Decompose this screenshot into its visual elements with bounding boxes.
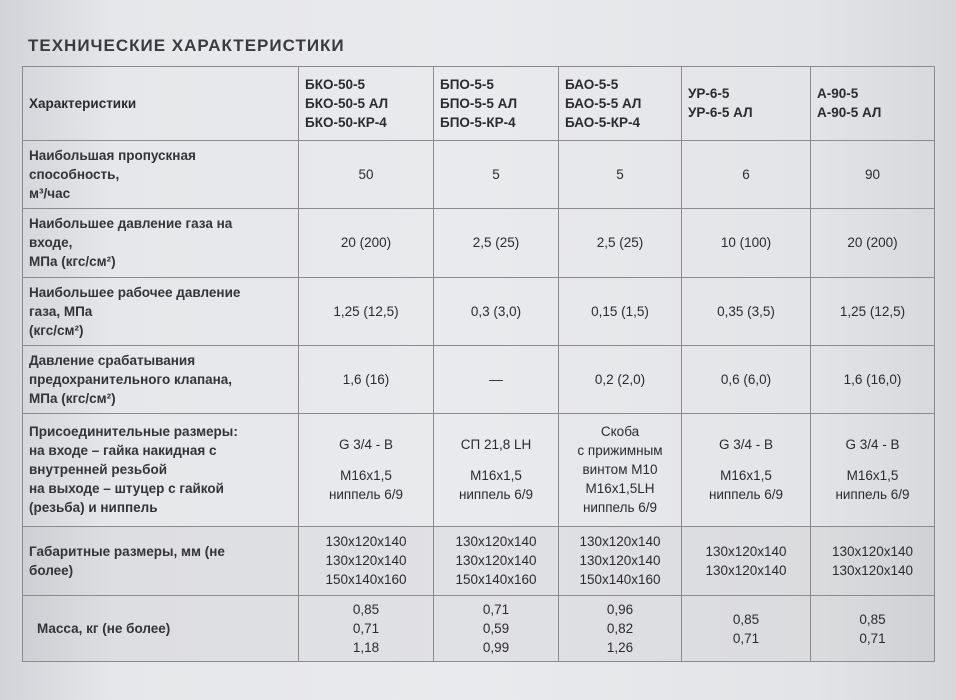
outlet-value: ниппель 6/9 [582, 500, 658, 516]
header-label: Характеристики [29, 95, 137, 111]
outlet-value: М16х1,5 [720, 468, 772, 484]
inlet-value: СП 21,8 LH [460, 437, 532, 453]
value-cell: 20 (200) [811, 208, 935, 278]
outlet-value: ниппель 6/9 [835, 487, 910, 503]
row-label: Присоединительные размеры: [29, 424, 238, 440]
row-label: Масса, кг (не более) [37, 621, 171, 637]
header-row [23, 67, 935, 141]
table-row [23, 208, 935, 278]
header-model-cell [811, 67, 935, 141]
header-model-cell [559, 67, 682, 141]
mass-value: 0,85 [352, 602, 380, 618]
row-label: м³/час [29, 185, 71, 201]
model-name: БАО-5-5 [565, 76, 619, 92]
dimensions-cell [299, 526, 434, 596]
value-cell: 0,6 (6,0) [682, 346, 811, 414]
mass-value: 0,96 [606, 602, 634, 618]
connection-cell [299, 413, 434, 526]
row-label: газа, МПа [29, 304, 93, 320]
connection-row [23, 413, 935, 526]
inlet-value: Скоба [600, 424, 640, 440]
inlet-value: с прижимным [577, 443, 663, 459]
row-label: (резьба) и ниппель [29, 500, 158, 516]
row-label-cell [23, 140, 299, 208]
value-cell: — [434, 346, 559, 414]
dimension-value: 150х140х160 [325, 572, 407, 588]
dimensions-row [23, 526, 935, 596]
model-name: А-90-5 АЛ [817, 105, 882, 121]
value-cell: 5 [559, 140, 682, 208]
model-name: УР-6-5 [688, 86, 730, 102]
row-label: входе, [29, 235, 73, 251]
value-cell: 0,15 (1,5) [559, 278, 682, 346]
row-label-cell [23, 596, 299, 662]
header-model-cell [682, 67, 811, 141]
inlet-value: G 3/4 - B [338, 437, 394, 453]
dimension-value: 130х120х140 [705, 543, 787, 559]
row-label: Наибольшее давление газа на [29, 216, 233, 232]
outlet-value: М16х1,5 [470, 468, 522, 484]
row-label: внутренней резьбой [29, 462, 168, 478]
value-cell: 90 [811, 140, 935, 208]
row-label-cell [23, 208, 299, 278]
mass-cell [299, 596, 434, 662]
mass-value: 1,18 [352, 640, 380, 656]
row-label-cell [23, 413, 299, 526]
value-cell: 1,6 (16) [299, 346, 434, 414]
row-label: (кгс/см²) [29, 323, 84, 339]
row-label: более) [29, 562, 74, 578]
model-name: БКО-50-КР-4 [305, 114, 387, 130]
value-cell: 5 [434, 140, 559, 208]
mass-row [23, 596, 935, 662]
dimension-value: 130х120х140 [325, 553, 407, 569]
value-cell: 50 [299, 140, 434, 208]
model-name: УР-6-5 АЛ [688, 105, 753, 121]
value-cell: 1,6 (16,0) [811, 346, 935, 414]
connection-cell [682, 413, 811, 526]
value-cell: 0,2 (2,0) [559, 346, 682, 414]
table-row [23, 140, 935, 208]
row-label: Габаритные размеры, мм (не [29, 543, 225, 559]
outlet-value: М16х1,5LH [585, 481, 655, 497]
outlet-value: ниппель 6/9 [708, 487, 784, 503]
mass-value: 0,71 [352, 621, 380, 637]
dimension-value: 130х120х140 [455, 553, 537, 569]
mass-value: 0,71 [732, 630, 760, 646]
dimension-value: 130х120х140 [455, 534, 537, 550]
row-label: предохранительного клапана, [29, 371, 233, 387]
mass-cell [811, 596, 935, 662]
table-row [23, 346, 935, 414]
mass-value: 1,26 [606, 640, 634, 656]
header-label-cell [23, 67, 299, 141]
row-label: МПа (кгс/см²) [29, 254, 116, 270]
model-name: БПО-5-5 [440, 76, 494, 92]
outlet-value: ниппель 6/9 [458, 487, 534, 503]
value-cell: 20 (200) [299, 208, 434, 278]
model-name: БПО-5-5 АЛ [440, 95, 518, 111]
connection-cell [811, 413, 935, 526]
header-model-cell [299, 67, 434, 141]
mass-cell [559, 596, 682, 662]
spec-table [22, 66, 935, 662]
mass-value: 0,85 [732, 611, 760, 627]
header-model-cell [434, 67, 559, 141]
value-cell: 0,35 (3,5) [682, 278, 811, 346]
dimension-value: 150х140х160 [579, 572, 661, 588]
dimension-value: 130х120х140 [831, 562, 914, 578]
row-label: способность, [29, 166, 120, 182]
value-cell: 10 (100) [682, 208, 811, 278]
connection-cell [434, 413, 559, 526]
outlet-value: М16х1,5 [846, 468, 899, 484]
dimensions-cell [811, 526, 935, 596]
model-name: БАО-5-КР-4 [565, 114, 641, 130]
outlet-value: ниппель 6/9 [328, 487, 404, 503]
mass-value: 0,71 [859, 630, 886, 646]
row-label: Наибольшее рабочее давление [29, 285, 241, 301]
table-row [23, 278, 935, 346]
dimension-value: 150х140х160 [455, 572, 537, 588]
model-name: БПО-5-КР-4 [440, 114, 516, 130]
mass-value: 0,82 [606, 621, 634, 637]
row-label-cell [23, 526, 299, 596]
value-cell: 1,25 (12,5) [299, 278, 434, 346]
model-name: БКО-50-5 АЛ [305, 95, 389, 111]
dimensions-cell [434, 526, 559, 596]
dimension-value: 130х120х140 [705, 562, 787, 578]
mass-cell [434, 596, 559, 662]
row-label: на выходе – штуцер с гайкой [29, 481, 224, 497]
row-label-cell [23, 346, 299, 414]
mass-cell [682, 596, 811, 662]
dimension-value: 130х120х140 [325, 534, 407, 550]
row-label: МПа (кгс/см²) [29, 390, 116, 406]
document-title: ТЕХНИЧЕСКИЕ ХАРАКТЕРИСТИКИ [28, 36, 345, 55]
outlet-value: М16х1,5 [340, 468, 392, 484]
inlet-value: винтом М10 [582, 462, 658, 478]
value-cell: 2,5 (25) [434, 208, 559, 278]
dimensions-cell [682, 526, 811, 596]
connection-cell [559, 413, 682, 526]
inlet-value: G 3/4 - B [845, 437, 900, 453]
dimension-value: 130х120х140 [831, 543, 914, 559]
model-name: БАО-5-5 АЛ [565, 95, 642, 111]
mass-value: 0,99 [482, 640, 510, 656]
model-name: А-90-5 [817, 86, 859, 102]
row-label-cell [23, 278, 299, 346]
value-cell: 6 [682, 140, 811, 208]
value-cell: 1,25 (12,5) [811, 278, 935, 346]
row-label: на входе – гайка накидная с [29, 443, 217, 459]
row-label: Давление срабатывания [29, 352, 196, 368]
model-name: БКО-50-5 [305, 76, 365, 92]
value-cell: 0,3 (3,0) [434, 278, 559, 346]
mass-value: 0,59 [482, 621, 510, 637]
mass-value: 0,85 [859, 611, 886, 627]
dimension-value: 130х120х140 [579, 553, 661, 569]
value-cell: 2,5 (25) [559, 208, 682, 278]
dimensions-cell [559, 526, 682, 596]
row-label: Наибольшая пропускная [29, 147, 196, 163]
dimension-value: 130х120х140 [579, 534, 661, 550]
mass-value: 0,71 [482, 602, 510, 618]
inlet-value: G 3/4 - B [718, 437, 774, 453]
